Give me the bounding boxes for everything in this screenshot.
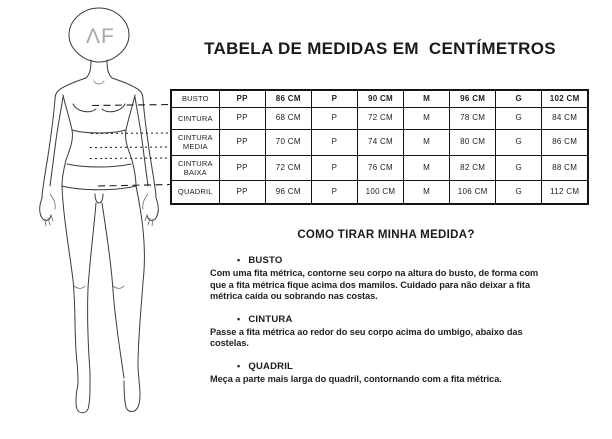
- size-cell: M: [404, 180, 450, 204]
- size-cell: G: [496, 155, 542, 180]
- size-cell: P: [311, 129, 357, 155]
- size-cell: PP: [219, 129, 265, 155]
- size-cell: P: [311, 180, 357, 204]
- size-cell: 78 CM: [450, 107, 496, 129]
- size-cell: G: [496, 180, 542, 204]
- size-cell: 70 CM: [265, 129, 311, 155]
- size-cell: PP: [219, 90, 265, 107]
- cintura-guide-line: [91, 133, 170, 134]
- figure-neck-shoulders: [55, 60, 143, 99]
- size-cell: M: [404, 129, 450, 155]
- instruction-item-quadril: [210, 361, 562, 386]
- size-cell: 72 CM: [357, 107, 403, 129]
- size-cell: P: [311, 155, 357, 180]
- instruction-label-text: QUADRIL: [248, 360, 294, 372]
- size-cell: PP: [219, 107, 265, 129]
- size-label-cell: QUADRIL: [171, 180, 219, 204]
- size-cell: M: [404, 107, 450, 129]
- size-cell: 90 CM: [357, 90, 403, 107]
- bullet-icon: •: [237, 313, 241, 324]
- table-row-busto: [171, 90, 588, 107]
- brand-logo: ΛF: [86, 25, 115, 48]
- instruction-text: Com uma fita métrica, contorne seu corpo na altura do busto, de forma com que a fita métrica fique acima dos mamilos. Cuidado para não deixar a fita métrica caída ou sobrando nas costas.: [210, 268, 539, 301]
- size-label-cell: CINTURA: [171, 107, 219, 129]
- size-cell: 86 CM: [265, 90, 311, 107]
- size-cell: 100 CM: [357, 180, 403, 204]
- size-cell: 82 CM: [450, 155, 496, 180]
- busto-guide-line: [92, 105, 170, 106]
- size-cell: G: [496, 107, 542, 129]
- instruction-label-text: CINTURA: [248, 313, 293, 325]
- size-cell: 96 CM: [450, 90, 496, 107]
- size-label-cell: CINTURA MEDIA: [171, 129, 219, 155]
- page-title: TABELA DE MEDIDAS EM CENTÍMETROS: [204, 39, 556, 58]
- table-row-cintura-baixa: [171, 155, 588, 180]
- size-cell: 106 CM: [450, 180, 496, 204]
- instruction-label-text: BUSTO: [248, 255, 283, 266]
- cintura-media-guide-line: [90, 147, 170, 148]
- size-cell: 112 CM: [542, 180, 588, 204]
- size-cell: 72 CM: [265, 155, 311, 180]
- size-cell: P: [311, 107, 357, 129]
- size-cell: M: [404, 155, 450, 180]
- size-label-cell: BUSTO: [171, 90, 219, 107]
- size-cell: 68 CM: [265, 107, 311, 129]
- size-cell: PP: [219, 155, 265, 180]
- cintura-baixa-guide-line: [90, 158, 170, 159]
- table-row-quadril: [171, 180, 588, 204]
- instruction-item-busto: [210, 255, 562, 303]
- size-cell: 84 CM: [542, 107, 588, 129]
- measuring-instructions: [210, 229, 562, 396]
- size-cell: G: [496, 129, 542, 155]
- instructions-heading: COMO TIRAR MINHA MEDIDA?: [297, 229, 475, 241]
- instruction-label: [237, 361, 562, 372]
- size-cell: 88 CM: [542, 155, 588, 180]
- figure-arms: [40, 97, 159, 226]
- size-cell: 74 CM: [357, 129, 403, 155]
- figure-legs: [62, 186, 144, 413]
- size-cell: M: [404, 90, 450, 107]
- figure-torso: [62, 95, 136, 203]
- table-row-cintura-media: [171, 129, 588, 155]
- size-cell: 96 CM: [265, 180, 311, 204]
- size-table: [170, 89, 589, 205]
- size-cell: 102 CM: [542, 90, 588, 107]
- bullet-icon: •: [237, 360, 241, 371]
- size-cell: PP: [219, 180, 265, 204]
- quadril-guide-line: [98, 185, 170, 187]
- measurement-guide-lines: [90, 105, 170, 187]
- instruction-item-cintura: [210, 314, 562, 350]
- size-cell: 76 CM: [357, 155, 403, 180]
- instruction-label: [237, 255, 562, 266]
- size-cell: 86 CM: [542, 129, 588, 155]
- size-cell: G: [496, 90, 542, 107]
- instruction-text: Meça a parte mais larga do quadril, contornando com a fita métrica.: [210, 373, 502, 384]
- size-cell: 80 CM: [450, 129, 496, 155]
- table-row-cintura: [171, 107, 588, 129]
- instruction-text: Passe a fita métrica ao redor do seu corpo acima do umbigo, abaixo das costelas.: [210, 326, 523, 348]
- bullet-icon: •: [237, 255, 241, 265]
- instruction-label: [237, 314, 562, 325]
- size-label-cell: CINTURA BAIXA: [171, 155, 219, 180]
- size-cell: P: [311, 90, 357, 107]
